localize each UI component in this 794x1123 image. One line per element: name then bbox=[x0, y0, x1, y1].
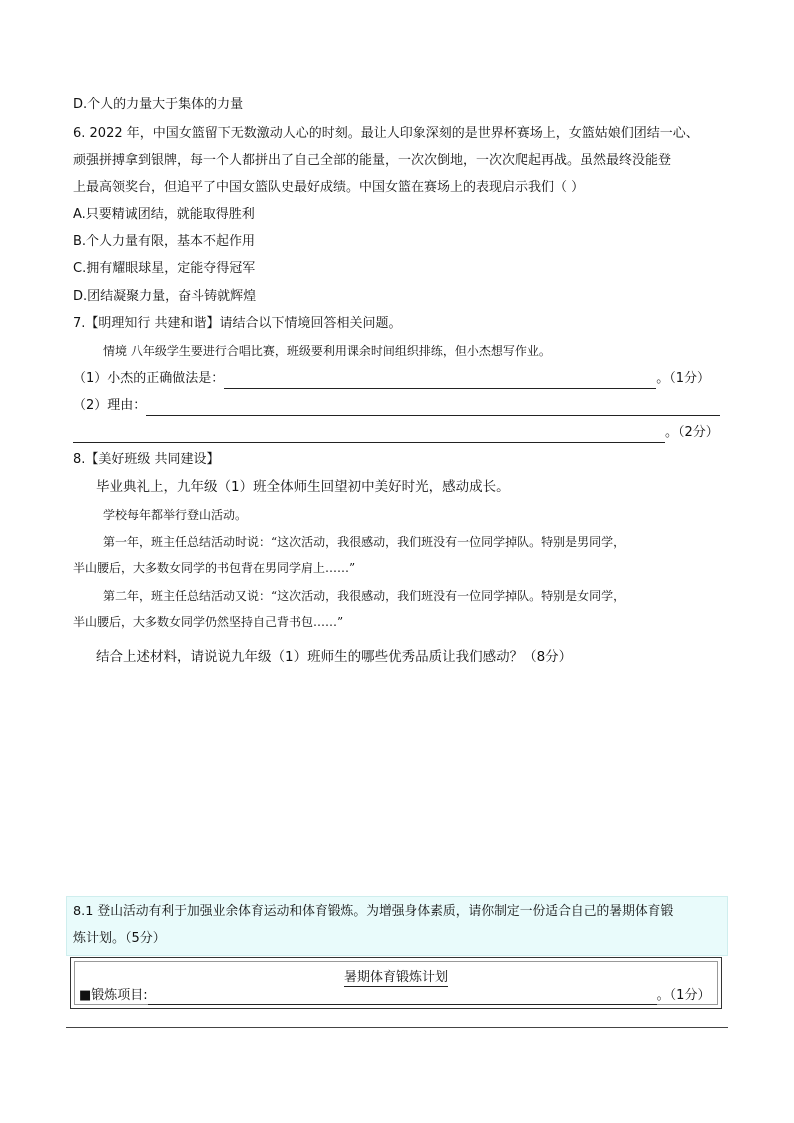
q7-sub1 bbox=[73, 369, 710, 389]
q6-option-d: D.团结凝聚力量，奋斗铸就辉煌 bbox=[73, 289, 257, 304]
q7-title: 7.【明理知行 共建和谐】请结合以下情境回答相关问题。 bbox=[73, 316, 402, 331]
q7-sub1-answer-blank[interactable] bbox=[224, 374, 656, 389]
q6-option-b: B.个人力量有限，基本不起作用 bbox=[73, 234, 256, 249]
exercise-plan-title: 暑期体育锻炼计划 bbox=[343, 970, 448, 985]
q8-1-line-1: 8.1 登山活动有利于加强业余体育运动和体育锻炼。为增强身体素质，请你制定一份适合自己的暑期体育锻 bbox=[73, 904, 674, 919]
q7-sub2-answer-blank-1[interactable] bbox=[146, 401, 720, 416]
exercise-plan-box bbox=[70, 957, 722, 1009]
q7-sub2 bbox=[73, 396, 720, 416]
q7-sub1-points: 。（1分） bbox=[656, 371, 711, 386]
q8-intro: 毕业典礼上，九年级（1）班全体师生回望初中美好时光，感动成长。 bbox=[96, 479, 510, 495]
q7-sub2-label: （2）理由： bbox=[73, 398, 147, 413]
q7-scenario: 情境 八年级学生要进行合唱比赛，班级要利用课余时间组织排练，但小杰想写作业。 bbox=[103, 344, 551, 358]
q8-question: 结合上述材料，请说说九年级（1）班师生的哪些优秀品质让我们感动？（8分） bbox=[96, 649, 573, 665]
q6-stem-line-2: 顽强拼搏拿到银牌，每一个人都拼出了自己全部的能量，一次次倒地，一次次爬起再战。虽然最终没能登 bbox=[73, 153, 672, 168]
q7-sub2-answer-blank-2[interactable] bbox=[73, 428, 665, 443]
q8-material-2-line-1: 第一年，班主任总结活动时说：“这次活动，我很感动，我们班没有一位同学掉队。特别是男同学， bbox=[103, 535, 626, 549]
q5-option-d: D.个人的力量大于集体的力量 bbox=[73, 97, 244, 112]
exercise-item-answer-blank[interactable] bbox=[148, 990, 657, 1005]
q6-option-a: A.只要精诚团结，就能取得胜利 bbox=[73, 207, 255, 222]
page-bottom-divider bbox=[66, 1027, 728, 1028]
q6-stem-line-3: 上最高领奖台，但追平了中国女篮队史最好成绩。中国女篮在赛场上的表现启示我们（ ） bbox=[73, 180, 585, 195]
exercise-item-row bbox=[79, 987, 710, 1005]
q8-material-2-line-2: 半山腰后，大多数女同学的书包背在男同学肩上……” bbox=[73, 561, 356, 575]
q7-sub2-points: 。（2分） bbox=[665, 425, 719, 440]
exercise-item-label: ■锻炼项目: bbox=[79, 988, 148, 1003]
q6-option-c: C.拥有耀眼球星，定能夺得冠军 bbox=[73, 261, 256, 276]
q8-1-line-2: 炼计划。（5分） bbox=[73, 931, 166, 946]
q8-material-3-line-1: 第二年，班主任总结活动又说：“这次活动，我很感动，我们班没有一位同学掉队。特别是女同学， bbox=[103, 589, 626, 603]
q8-title: 8.【美好班级 共同建设】 bbox=[73, 452, 220, 467]
q8-material-3-line-2: 半山腰后，大多数女同学仍然坚持自己背书包……” bbox=[73, 615, 344, 629]
exercise-plan-inner-frame bbox=[74, 961, 718, 1005]
q7-sub1-label: （1）小杰的正确做法是： bbox=[73, 371, 225, 386]
q8-material-1: 学校每年都举行登山活动。 bbox=[103, 508, 248, 522]
q6-stem-line-1: 6. 2022 年，中国女篮留下无数激动人心的时刻。最让人印象深刻的是世界杯赛场上，女篮姑娘们团结一心、 bbox=[73, 126, 699, 141]
exercise-item-points: 。（1分） bbox=[656, 988, 711, 1003]
q7-sub2-continued bbox=[73, 423, 719, 443]
